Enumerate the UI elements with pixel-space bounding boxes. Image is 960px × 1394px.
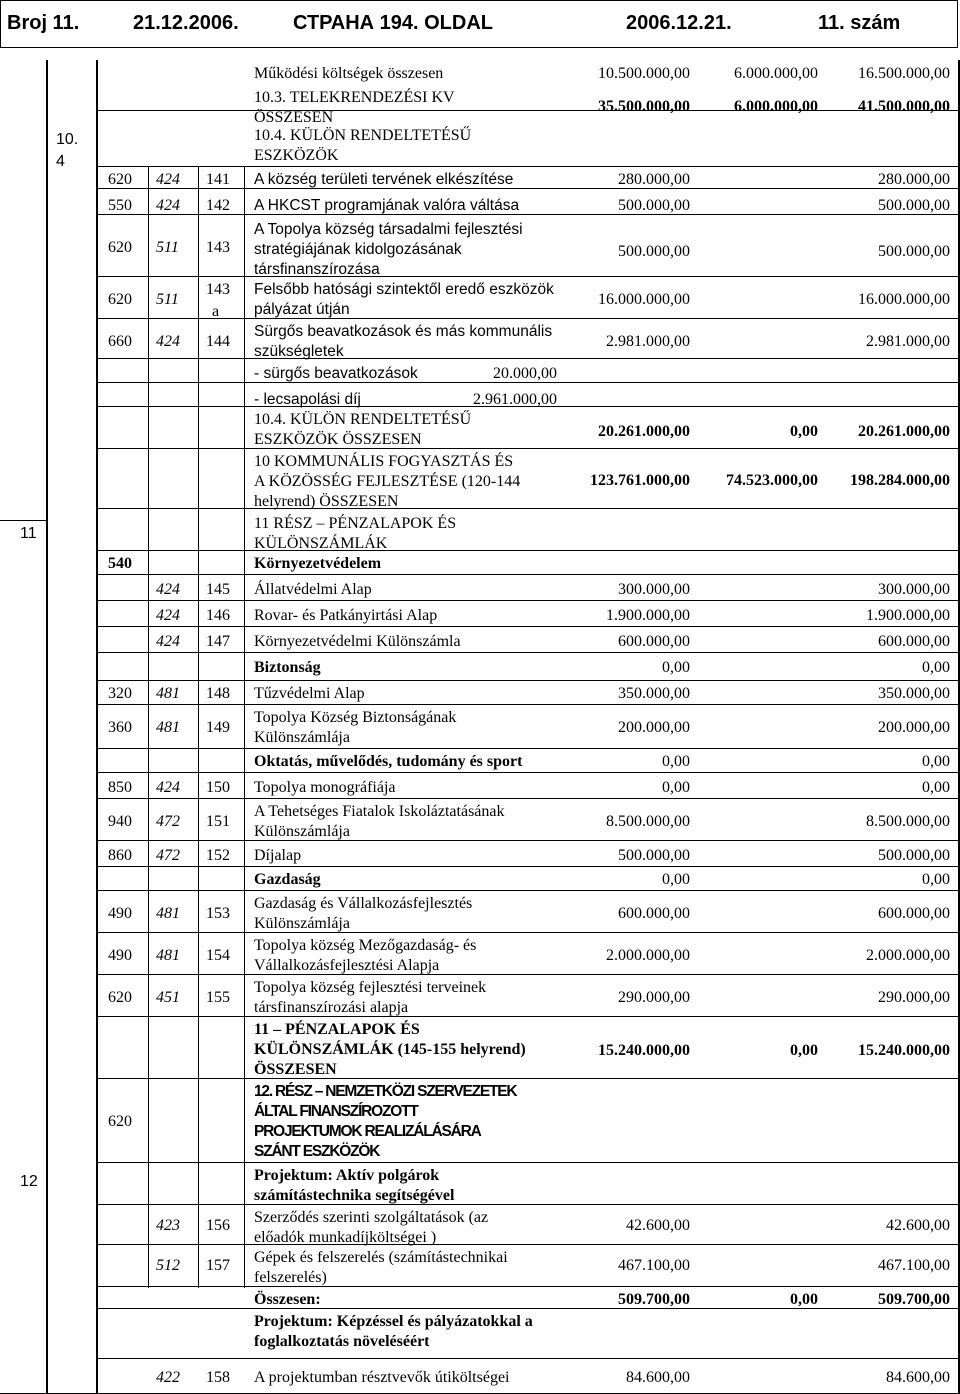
row-description: Díjalap bbox=[254, 847, 302, 864]
code-b: 424 bbox=[156, 333, 180, 350]
amount-total: 41.500.000,00 bbox=[858, 98, 950, 115]
code-b: 481 bbox=[156, 719, 180, 736]
row-description: A Topolya község társadalmi fejlesztési bbox=[254, 221, 523, 238]
code-a: 940 bbox=[108, 813, 132, 830]
code-b: 424 bbox=[156, 607, 180, 624]
row-description: számítástechnika segítségével bbox=[254, 1187, 455, 1204]
code-c: 151 bbox=[206, 813, 230, 830]
amount-change: 0,00 bbox=[790, 1291, 818, 1308]
grid-line bbox=[96, 166, 959, 167]
grid-line bbox=[148, 166, 149, 1288]
code-a: 620 bbox=[108, 989, 132, 1006]
code-b: 451 bbox=[156, 989, 180, 1006]
amount-plan: 20.261.000,00 bbox=[598, 423, 690, 440]
code-a: 620 bbox=[108, 239, 132, 256]
grid-line bbox=[96, 704, 959, 705]
row-description: ESZKÖZÖK ÖSSZESEN bbox=[254, 431, 422, 448]
code-b: 423 bbox=[156, 1217, 180, 1234]
amount-plan: 280.000,00 bbox=[618, 171, 690, 188]
grid-line bbox=[96, 1358, 959, 1359]
row-description: Gazdaság bbox=[254, 871, 321, 888]
grid-line bbox=[96, 1286, 959, 1287]
grid-line bbox=[96, 60, 98, 1394]
row-description: Topolya monográfiája bbox=[254, 779, 396, 796]
row-description: Sürgős beavatkozások és más kommunális bbox=[254, 323, 553, 340]
amount-sub: 20.000,00 bbox=[493, 365, 557, 382]
code-c: 146 bbox=[206, 607, 230, 624]
amount-plan: 1.900.000,00 bbox=[606, 607, 690, 624]
amount-total: 0,00 bbox=[922, 753, 950, 770]
grid-line bbox=[96, 890, 959, 891]
grid-line bbox=[0, 520, 46, 521]
section-number: 10. bbox=[56, 131, 79, 148]
grid-line bbox=[96, 358, 959, 359]
amount-plan: 600.000,00 bbox=[618, 905, 690, 922]
row-description: Környezetvédelem bbox=[254, 555, 382, 572]
amount-plan: 0,00 bbox=[662, 871, 690, 888]
row-description: Tűzvédelmi Alap bbox=[254, 685, 365, 702]
grid-line bbox=[96, 1244, 959, 1245]
row-description: 10.3. TELEKRENDEZÉSI KV bbox=[254, 89, 455, 106]
amount-total: 8.500.000,00 bbox=[866, 813, 950, 830]
code-b: 424 bbox=[156, 197, 180, 214]
row-description: PROJEKTUMOK REALIZÁLÁSÁRA bbox=[254, 1123, 481, 1140]
code-a: 660 bbox=[108, 333, 132, 350]
grid-line bbox=[96, 974, 959, 975]
row-description: A község területi tervének elkészítése bbox=[254, 171, 514, 188]
amount-plan: 300.000,00 bbox=[618, 581, 690, 598]
grid-line bbox=[198, 166, 199, 1288]
row-description: Topolya Község Biztonságának bbox=[254, 709, 457, 726]
code-c: 143 bbox=[206, 281, 230, 298]
issue-date-hu: 2006.12.21. bbox=[626, 12, 732, 34]
row-description: Gazdaság és Vállalkozásfejlesztés bbox=[254, 895, 473, 912]
code-a: 620 bbox=[108, 1113, 132, 1130]
row-description: Gépek és felszerelés (számítástechnikai bbox=[254, 1249, 508, 1266]
row-description: Rovar- és Patkányirtási Alap bbox=[254, 607, 438, 624]
amount-total: 20.261.000,00 bbox=[858, 423, 950, 440]
code-b: 422 bbox=[156, 1369, 180, 1386]
amount-plan: 290.000,00 bbox=[618, 989, 690, 1006]
amount-plan: 509.700,00 bbox=[618, 1291, 690, 1308]
row-description: A Tehetséges Fiatalok Iskoláztatásának bbox=[254, 803, 505, 820]
row-description: Állatvédelmi Alap bbox=[254, 581, 372, 598]
row-description: ESZKÖZÖK bbox=[254, 147, 339, 164]
amount-plan: 2.981.000,00 bbox=[606, 333, 690, 350]
code-c: 153 bbox=[206, 905, 230, 922]
row-description: SZÁNT ESZKÖZÖK bbox=[254, 1143, 380, 1160]
amount-plan: 10.500.000,00 bbox=[598, 65, 690, 82]
amount-total: 500.000,00 bbox=[878, 197, 950, 214]
amount-total: 15.240.000,00 bbox=[858, 1042, 950, 1059]
code-b: 472 bbox=[156, 813, 180, 830]
grid-line bbox=[96, 276, 959, 277]
row-description: ÖSSZESEN bbox=[254, 1061, 337, 1078]
row-description: foglalkoztatás növeléséért bbox=[254, 1333, 430, 1350]
amount-total: 600.000,00 bbox=[878, 905, 950, 922]
row-description: Környezetvédelmi Különszámla bbox=[254, 633, 461, 650]
amount-total: 0,00 bbox=[922, 779, 950, 796]
section-number: 11 bbox=[20, 525, 37, 542]
row-description: 10.4. KÜLÖN RENDELTETÉSŰ bbox=[254, 411, 472, 428]
code-c-suffix: a bbox=[212, 303, 220, 320]
grid-line bbox=[96, 110, 959, 111]
row-description: Projektum: Képzéssel és pályázatokkal a bbox=[254, 1313, 533, 1330]
grid-line bbox=[96, 932, 959, 933]
row-description: Különszámlája bbox=[254, 729, 350, 746]
code-a: 320 bbox=[108, 685, 132, 702]
row-description: Topolya község Mezőgazdaság- és bbox=[254, 937, 477, 954]
code-a: 620 bbox=[108, 291, 132, 308]
row-description: Szerződés szerinti szolgáltatások (az bbox=[254, 1209, 489, 1226]
row-description: A KÖZÖSSÉG FEJLESZTÉSE (120-144 bbox=[254, 473, 521, 490]
code-b: 424 bbox=[156, 581, 180, 598]
grid-line bbox=[96, 866, 959, 867]
amount-total: 280.000,00 bbox=[878, 171, 950, 188]
code-c: 144 bbox=[206, 333, 230, 350]
row-description: szükségletek bbox=[254, 343, 344, 360]
grid-line bbox=[96, 318, 959, 319]
code-b: 512 bbox=[156, 1257, 180, 1274]
code-b: 424 bbox=[156, 171, 180, 188]
amount-plan: 84.600,00 bbox=[626, 1369, 690, 1386]
row-description: Oktatás, művelődés, tudomány és sport bbox=[254, 753, 523, 770]
grid-line bbox=[958, 60, 960, 1394]
code-a: 860 bbox=[108, 847, 132, 864]
row-description: helyrend) ÖSSZESEN bbox=[254, 493, 399, 510]
code-a: 620 bbox=[108, 171, 132, 188]
issue-date: 21.12.2006. bbox=[133, 12, 239, 34]
grid-line bbox=[96, 1204, 959, 1205]
row-description: Topolya község fejlesztési terveinek bbox=[254, 979, 487, 996]
amount-total: 16.500.000,00 bbox=[858, 65, 950, 82]
row-description: KÜLÖNSZÁMLÁK bbox=[254, 535, 388, 552]
code-b: 472 bbox=[156, 847, 180, 864]
row-description: Biztonság bbox=[254, 659, 321, 676]
amount-total: 1.900.000,00 bbox=[866, 607, 950, 624]
amount-change: 6.000.000,00 bbox=[734, 65, 818, 82]
grid-line bbox=[96, 1308, 959, 1309]
code-b: 424 bbox=[156, 633, 180, 650]
code-a: 360 bbox=[108, 719, 132, 736]
grid-line bbox=[96, 1078, 959, 1079]
amount-plan: 350.000,00 bbox=[618, 685, 690, 702]
code-a: 550 bbox=[108, 197, 132, 214]
amount-sub: 2.961.000,00 bbox=[473, 391, 557, 408]
row-description: KÜLÖNSZÁMLÁK (145-155 helyrend) bbox=[254, 1041, 526, 1058]
grid-line bbox=[46, 60, 48, 1394]
code-c: 154 bbox=[206, 947, 230, 964]
code-c: 157 bbox=[206, 1257, 230, 1274]
row-description: Különszámlája bbox=[254, 915, 350, 932]
grid-line bbox=[96, 840, 959, 841]
amount-plan: 467.100,00 bbox=[618, 1257, 690, 1274]
amount-total: 198.284.000,00 bbox=[850, 472, 950, 489]
code-c: 142 bbox=[206, 197, 230, 214]
grid-line bbox=[96, 448, 959, 449]
row-description: Projektum: Aktív polgárok bbox=[254, 1167, 440, 1184]
amount-total: 290.000,00 bbox=[878, 989, 950, 1006]
code-c: 147 bbox=[206, 633, 230, 650]
budget-table bbox=[0, 60, 960, 1394]
code-c: 143 bbox=[206, 239, 230, 256]
grid-line bbox=[96, 652, 959, 653]
page-label: СТРАНА 194. OLDAL bbox=[293, 12, 493, 34]
code-c: 156 bbox=[206, 1217, 230, 1234]
row-description: Felsőbb hatósági szintektől eredő eszközök bbox=[254, 281, 554, 298]
page-header bbox=[0, 0, 958, 48]
amount-total: 42.600,00 bbox=[886, 1217, 950, 1234]
amount-total: 500.000,00 bbox=[878, 847, 950, 864]
section-number: 4 bbox=[56, 153, 65, 170]
amount-total: 0,00 bbox=[922, 659, 950, 676]
row-description: 12. RÉSZ – NEMZETKÖZI SZERVEZETEK bbox=[254, 1083, 517, 1100]
amount-plan: 500.000,00 bbox=[618, 197, 690, 214]
row-description: Működési költségek összesen bbox=[254, 65, 444, 82]
grid-line bbox=[96, 626, 959, 627]
code-b: 424 bbox=[156, 779, 180, 796]
row-description: A projektumban résztvevők útiköltségei bbox=[254, 1369, 510, 1386]
amount-total: 0,00 bbox=[922, 871, 950, 888]
code-c: 145 bbox=[206, 581, 230, 598]
code-b: 481 bbox=[156, 947, 180, 964]
row-description: 11 RÉSZ – PÉNZALAPOK ÉS bbox=[254, 515, 457, 532]
amount-change: 0,00 bbox=[790, 423, 818, 440]
amount-total: 600.000,00 bbox=[878, 633, 950, 650]
amount-plan: 500.000,00 bbox=[618, 847, 690, 864]
row-description: ÁLTAL FINANSZÍROZOTT bbox=[254, 1103, 418, 1120]
amount-change: 6.000.000,00 bbox=[734, 98, 818, 115]
amount-total: 2.000.000,00 bbox=[866, 947, 950, 964]
amount-change: 74.523.000,00 bbox=[726, 472, 818, 489]
amount-total: 300.000,00 bbox=[878, 581, 950, 598]
row-description: ÖSSZESEN bbox=[254, 109, 334, 126]
section-number: 12 bbox=[20, 1173, 38, 1190]
amount-total: 84.600,00 bbox=[886, 1369, 950, 1386]
grid-line bbox=[244, 166, 245, 1288]
row-description: Vállalkozásfejlesztési Alapja bbox=[254, 957, 440, 974]
row-description: - sürgős beavatkozások bbox=[254, 365, 418, 382]
code-c: 150 bbox=[206, 779, 230, 796]
code-a: 850 bbox=[108, 779, 132, 796]
grid-line bbox=[96, 550, 959, 551]
row-description: - lecsapolási díj bbox=[254, 391, 361, 408]
amount-change: 0,00 bbox=[790, 1042, 818, 1059]
grid-line bbox=[96, 748, 959, 749]
amount-plan: 8.500.000,00 bbox=[606, 813, 690, 830]
row-description: Különszámlája bbox=[254, 823, 350, 840]
amount-total: 509.700,00 bbox=[878, 1291, 950, 1308]
grid-line bbox=[96, 680, 959, 681]
amount-plan: 2.000.000,00 bbox=[606, 947, 690, 964]
amount-total: 200.000,00 bbox=[878, 719, 950, 736]
code-b: 511 bbox=[156, 291, 179, 308]
code-c: 148 bbox=[206, 685, 230, 702]
grid-line bbox=[96, 508, 959, 509]
row-description: 11 – PÉNZALAPOK ÉS bbox=[254, 1021, 420, 1038]
row-description: előadók munkadíjköltségei ) bbox=[254, 1229, 437, 1246]
amount-total: 2.981.000,00 bbox=[866, 333, 950, 350]
code-c: 158 bbox=[206, 1369, 230, 1386]
row-description: A HKCST programjának valóra váltása bbox=[254, 197, 520, 214]
amount-plan: 0,00 bbox=[662, 779, 690, 796]
grid-line bbox=[96, 574, 959, 575]
amount-total: 350.000,00 bbox=[878, 685, 950, 702]
amount-total: 500.000,00 bbox=[878, 243, 950, 260]
code-b: 511 bbox=[156, 239, 179, 256]
amount-plan: 15.240.000,00 bbox=[598, 1042, 690, 1059]
amount-plan: 16.000.000,00 bbox=[598, 291, 690, 308]
issue-number-hu: 11. szám bbox=[818, 12, 901, 34]
grid-line bbox=[96, 600, 959, 601]
code-c: 155 bbox=[206, 989, 230, 1006]
row-description: 10.4. KÜLÖN RENDELTETÉSŰ bbox=[254, 127, 472, 144]
row-description: társfinanszírozási alapja bbox=[254, 999, 409, 1016]
grid-line bbox=[96, 1162, 959, 1163]
code-a: 490 bbox=[108, 905, 132, 922]
amount-plan: 600.000,00 bbox=[618, 633, 690, 650]
grid-line bbox=[96, 772, 959, 773]
amount-plan: 200.000,00 bbox=[618, 719, 690, 736]
amount-total: 467.100,00 bbox=[878, 1257, 950, 1274]
code-c: 141 bbox=[206, 171, 230, 188]
amount-plan: 35.500.000,00 bbox=[598, 98, 690, 115]
row-description: Összesen: bbox=[254, 1291, 321, 1308]
code-a: 490 bbox=[108, 947, 132, 964]
row-description: pályázat útján bbox=[254, 301, 350, 318]
grid-line bbox=[96, 798, 959, 799]
amount-plan: 500.000,00 bbox=[618, 243, 690, 260]
amount-plan: 123.761.000,00 bbox=[590, 472, 690, 489]
code-c: 149 bbox=[206, 719, 230, 736]
row-description: felszerelés) bbox=[254, 1269, 327, 1286]
code-b: 481 bbox=[156, 905, 180, 922]
row-description: társfinanszírozása bbox=[254, 261, 380, 278]
issue-number: Broj 11. bbox=[7, 12, 80, 34]
row-description: 10 KOMMUNÁLIS FOGYASZTÁS ÉS bbox=[254, 453, 514, 470]
amount-plan: 0,00 bbox=[662, 659, 690, 676]
code-c: 152 bbox=[206, 847, 230, 864]
amount-total: 16.000.000,00 bbox=[858, 291, 950, 308]
code-b: 481 bbox=[156, 685, 180, 702]
amount-plan: 0,00 bbox=[662, 753, 690, 770]
amount-plan: 42.600,00 bbox=[626, 1217, 690, 1234]
code-a: 540 bbox=[108, 555, 132, 572]
grid-line bbox=[96, 1016, 959, 1017]
row-description: stratégiájának kidolgozásának bbox=[254, 241, 462, 258]
